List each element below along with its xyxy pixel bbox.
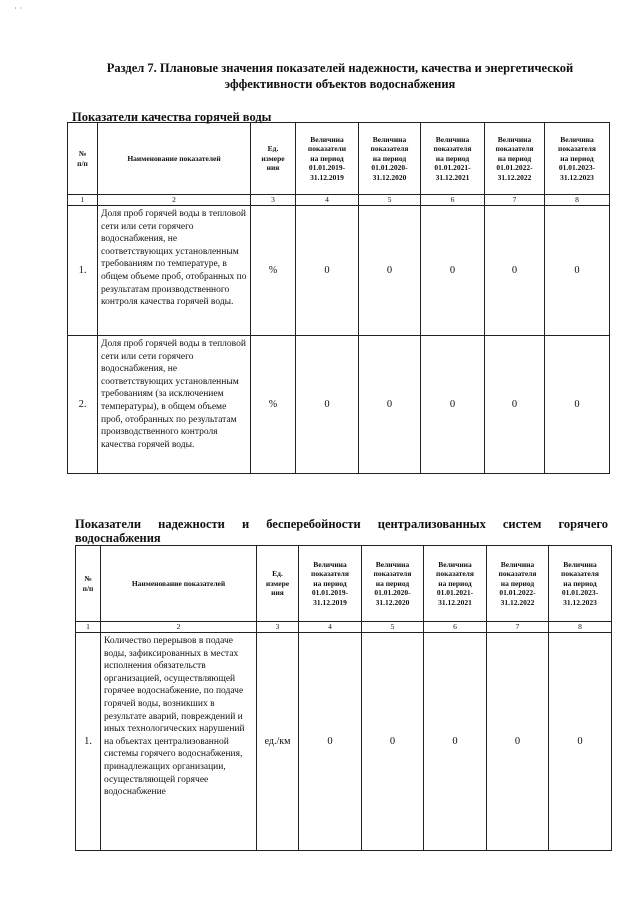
- value-cell: 0: [296, 206, 359, 336]
- table-row: [68, 336, 610, 474]
- value-cell: 0: [299, 633, 362, 851]
- corner-mark: ˙ ˙: [14, 6, 23, 16]
- row-number: 1.: [68, 206, 98, 336]
- value-cell: 0: [549, 633, 612, 851]
- title-line-1: Раздел 7. Плановые значения показателей надежности, качества и энергетической: [106, 61, 574, 75]
- header-period-2021: Величина показателя на период 01.01.2021- 31.12.2021: [424, 546, 487, 622]
- value-cell: 0: [359, 206, 421, 336]
- header-unit: Ед. измере ния: [251, 123, 296, 195]
- header-name: Наименование показателей: [98, 123, 251, 195]
- value-cell: 0: [421, 206, 485, 336]
- header-row: [68, 123, 610, 195]
- col-number: 8: [549, 622, 612, 633]
- value-cell: 0: [359, 336, 421, 474]
- unit-cell: %: [251, 336, 296, 474]
- section-heading-reliability: [75, 517, 608, 545]
- row-number: 2.: [68, 336, 98, 474]
- value-cell: 0: [296, 336, 359, 474]
- numbering-row: [68, 195, 610, 206]
- header-no: № п/п: [68, 123, 98, 195]
- section-heading-line-2: водоснабжения: [75, 531, 161, 545]
- indicator-name: Доля проб горячей воды в тепловой сети или сети горячего водоснабжения, не соответствующих установленным требованиям по температуре, в общем объеме проб, отобранных по результатам производственного контроля качества горячей воды.: [98, 206, 251, 336]
- table-row: [76, 633, 612, 851]
- header-period-2019: Величина показатели на период 01.01.2019- 31.12.2019: [296, 123, 359, 195]
- col-number: 7: [485, 195, 545, 206]
- header-row: [76, 546, 612, 622]
- header-period-2019: Величина показателя на период 01.01.2019- 31.12.2019: [299, 546, 362, 622]
- indicator-name: Доля проб горячей воды в тепловой сети или сети горячего водоснабжения, не соответствующих установленным требованиям (за исключением температуры), в общем объеме проб, отобранных по результатам производственного контроля качества горячей воды.: [98, 336, 251, 474]
- col-number: 4: [299, 622, 362, 633]
- unit-cell: %: [251, 206, 296, 336]
- header-unit: Ед. измере ния: [257, 546, 299, 622]
- section-heading-line-1: Показатели надежности и бесперебойности централизованных систем горячего: [75, 517, 608, 531]
- table-row: [68, 206, 610, 336]
- header-period-2022: Величина показателя на период 01.01.2022- 31.12.2022: [485, 123, 545, 195]
- header-name: Наименование показателей: [101, 546, 257, 622]
- col-number: 2: [101, 622, 257, 633]
- header-period-2023: Величина показателя на период 01.01.2023- 31.12.2023: [545, 123, 610, 195]
- header-no: № п/п: [76, 546, 101, 622]
- col-number: 1: [68, 195, 98, 206]
- title-line-2: эффективности объектов водоснабжения: [224, 77, 456, 91]
- header-period-2023: Величина показателя на период 01.01.2023- 31.12.2023: [549, 546, 612, 622]
- col-number: 7: [487, 622, 549, 633]
- col-number: 5: [359, 195, 421, 206]
- value-cell: 0: [545, 336, 610, 474]
- page-title: [60, 60, 620, 92]
- col-number: 6: [424, 622, 487, 633]
- col-number: 8: [545, 195, 610, 206]
- numbering-row: [76, 622, 612, 633]
- header-period-2020: Величина показателя на период 01.01.2020- 31.12.2020: [362, 546, 424, 622]
- col-number: 3: [257, 622, 299, 633]
- unit-cell: ед./км: [257, 633, 299, 851]
- section-heading-quality: Показатели качества горячей воды: [72, 110, 272, 124]
- col-number: 5: [362, 622, 424, 633]
- indicator-name: Количество перерывов в подаче воды, зафиксированных в местах исполнения обязательств организацией, осуществляющей горячее водоснабжение, по подаче горячей воды, возникших в результате аварий, повреждений и иных технологических нарушений на объектах централизованной системы горячего водоснабжения, принадлежащих организации, осуществляющей горячее водоснабжение: [101, 633, 257, 851]
- header-period-2021: Величина показателя на период 01.01.2021- 31.12.2021: [421, 123, 485, 195]
- col-number: 4: [296, 195, 359, 206]
- header-period-2020: Величина показателя на период 01.01.2020- 31.12.2020: [359, 123, 421, 195]
- value-cell: 0: [362, 633, 424, 851]
- col-number: 2: [98, 195, 251, 206]
- header-period-2022: Величина показателя на период 01.01.2022- 31.12.2022: [487, 546, 549, 622]
- value-cell: 0: [487, 633, 549, 851]
- value-cell: 0: [424, 633, 487, 851]
- value-cell: 0: [485, 206, 545, 336]
- value-cell: 0: [421, 336, 485, 474]
- col-number: 1: [76, 622, 101, 633]
- quality-table: [67, 122, 610, 474]
- row-number: 1.: [76, 633, 101, 851]
- value-cell: 0: [485, 336, 545, 474]
- col-number: 3: [251, 195, 296, 206]
- value-cell: 0: [545, 206, 610, 336]
- col-number: 6: [421, 195, 485, 206]
- reliability-table: [75, 545, 612, 851]
